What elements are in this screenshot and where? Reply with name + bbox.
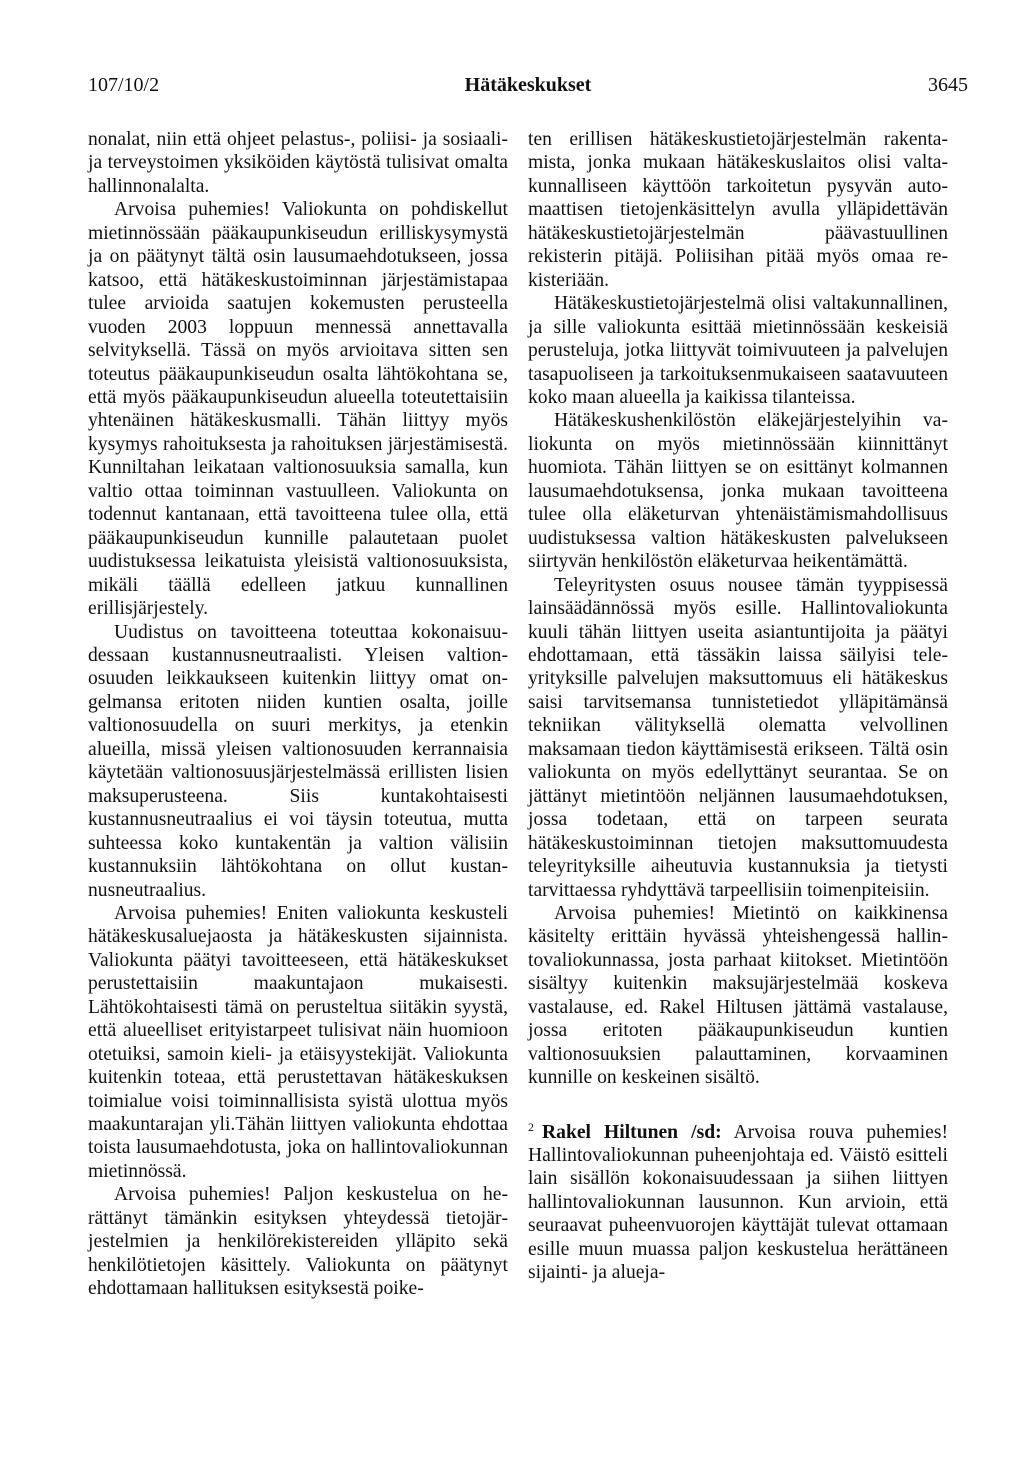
document-number: 107/10/2 xyxy=(88,74,160,96)
paragraph: Hätäkeskustietojärjestelmä olisi valtakunnallinen, ja sille valiokunta esittää mietinnössään keskeisiä perusteluja, jotka liittyvät toimivuuteen ja palvelujen tasapuoliseen ja tarkoituksenmukaiseen saatavuuteen koko maan alueella ja kaikissa tilanteissa. xyxy=(528,293,948,408)
speech-text: Arvoisa rouva puhemies! Hallintovaliokunnan puheenjohtaja ed. Väistö esitteli lain sisällön kokonaisuudessaan ja siihen liittyen hallintovaliokunnan lausunnon. Kun arvioin, että seuraavat puheenvuorojen käyttäjät tulevat ottamaan esille muun muassa paljon keskustelua herättäneen sijainti- ja alueja- xyxy=(528,1121,948,1284)
right-column xyxy=(528,128,948,1285)
running-header xyxy=(88,70,968,100)
paragraph: Arvoisa puhemies! Paljon keskustelua on herättänyt tämänkin esityksen yhteydessä tietojärjestelmien ja henkilörekistereiden ylläpito sekä henkilötietojen käsittely. Valiokunta on päätynyt ehdottamaan hallituksen esityksestä poike- xyxy=(88,1184,508,1300)
paragraph: Arvoisa puhemies! Eniten valiokunta keskusteli hätäkeskusaluejaosta ja hätäkeskusten sijainnista. Valiokunta päätyi tavoitteeseen, että hätäkeskukset perustettaisiin maakuntajaon mukaisesti. Lähtökohtaisesti tämä on perusteltua siitäkin syystä, että alueelliset erityistarpeet tulisivat näin huomioon otetuiksi, samoin kieli- ja etäisyystekijät. Valiokunta kuitenkin toteaa, että perustettavan hätäkeskuksen toimialue voisi toiminnallisista syistä ulottua myös maakuntarajan yli.Tähän liittyen valiokunta ehdottaa toista lausumaehdotusta, joka on hallintovaliokunnan mietinnössä. xyxy=(88,902,508,1182)
left-column xyxy=(88,128,508,1301)
paragraph: nonalat, niin että ohjeet pelastus-, poliisi- ja sosiaali- ja terveystoimen yksiköiden käytöstä tulisivat omalta hallinnonalalta. xyxy=(88,129,508,197)
speech-number: 2 xyxy=(528,1119,534,1134)
paragraph: Arvoisa puhemies! Mietintö on kaikkinensa käsitelty erittäin hyvässä yhteishengessä hallintovaliokunnassa, josta parhaat kiitokset. Mietintöön sisältyy kuitenkin maksujärjestelmää koskeva vastalause, ed. Rakel Hiltusen jättämä vastalause, jossa eritoten pääkaupunkiseudun kuntien valtionosuuksien palauttaminen, korvaaminen kunnille on keskeinen sisältö. xyxy=(528,902,948,1089)
paragraph: Hätäkeskushenkilöstön eläkejärjestelyihin valiokunta on myös mietinnössään kiinnittänyt huomiota. Tähän liittyen se on esittänyt kolmannen lausumaehdotuksensa, jonka mukaan tavoitteena tulee olla eläketurvan yhtenäistämismahdollisuus uudistuksessa valtion hätäkeskusten palvelukseen siirtyvän henkilöstön eläketurvaa heikentämättä. xyxy=(528,410,948,573)
speaker-name: Rakel Hiltunen /sd: xyxy=(542,1121,722,1143)
paragraph: Teleyritysten osuus nousee tämän tyyppisessä lainsäädännössä myös esille. Hallintovaliokunta kuuli tähän liittyen useita asiantuntijoita ja päätyi ehdottamaan, että tässäkin laissa säilyisi teleyrityksille palvelujen maksuttomuus eli hätäkeskus saisi tarvitsemansa tunnistetiedot ylläpitämänsä tekniikan välityksellä olematta velvollinen maksamaan tiedon käyttämisestä erikseen. Tältä osin valiokunta on myös edellyttänyt seurantaa. Se on jättänyt mietintöön neljännen lausumaehdotuksen, jossa todetaan, että on tarpeen seurata hätäkeskustoiminnan tietojen maksuttomuudesta teleyrityksille aiheutuvia kustannuksia ja tietysti tarvittaessa ryhdyttävä tarpeellisiin toimenpiteisiin. xyxy=(528,574,948,901)
paragraph: Uudistus on tavoitteena toteuttaa kokonaisuudessaan kustannusneutraalisti. Yleisen valtionosuuden leikkaukseen kuitenkin liittyy omat ongelmansa eritoten niiden kuntien osalta, joille valtionosuudella on suuri merkitys, ja etenkin alueilla, missä yleisen valtionosuuden kerrannaisia käytetään valtionosuusjärjestelmässä erillisten lisien maksuperusteena. Siis kuntakohtaisesti kustannusneutraalius ei voi täysin toteutua, mutta suhteessa koko kuntakentän ja valtion välisiin kustannuksiin lähtökohtana on ollut kustannusneutraalius. xyxy=(88,621,508,901)
paragraph: ten erillisen hätäkeskustietojärjestelmän rakentamista, jonka mukaan hätäkeskuslaitos olisi valtakunnalliseen käyttöön tarkoitetun pysyvän automaattisen tietojenkäsittelyn avulla ylläpidettävän hätäkeskustietojärjestelmän päävastuullinen rekisterin pitäjä. Poliisihan pitää myös omaa rekisteriään. xyxy=(528,129,948,291)
page-number: 3645 xyxy=(928,74,968,96)
speaker-paragraph xyxy=(528,1116,948,1285)
running-title: Hätäkeskukset xyxy=(464,74,592,96)
paragraph: Arvoisa puhemies! Valiokunta on pohdiskellut mietinnössään pääkaupunkiseudun erilliskysymystä ja on päätynyt tältä osin lausumaehdotukseen, jossa katsoo, että hätäkeskustoiminnan järjestämistapaa tulee arvioida saatujen kokemusten perusteella vuoden 2003 loppuun mennessä annettavalla selvityksellä. Tässä on myös arvioitava sitten sen toteutus pääkaupunkiseudun osalta lähtökohtana se, että myös pääkaupunkiseudun alueella toteutettaisiin yhtenäinen hätäkeskusmalli. Tähän liittyy myös kysymys rahoituksesta ja rahoituksen järjestämisestä. Kunniltahan leikataan valtionosuuksia samalla, kun valtio ottaa toiminnan vastuulleen. Valiokunta on todennut kantanaan, että tavoitteena tulee olla, että pääkaupunkiseudun kunnille palautetaan puolet uudistuksessa leikatuista yleisistä valtionosuuksista, mikäli täällä edelleen jatkuu kunnallinen erillisjärjestely. xyxy=(88,199,508,620)
